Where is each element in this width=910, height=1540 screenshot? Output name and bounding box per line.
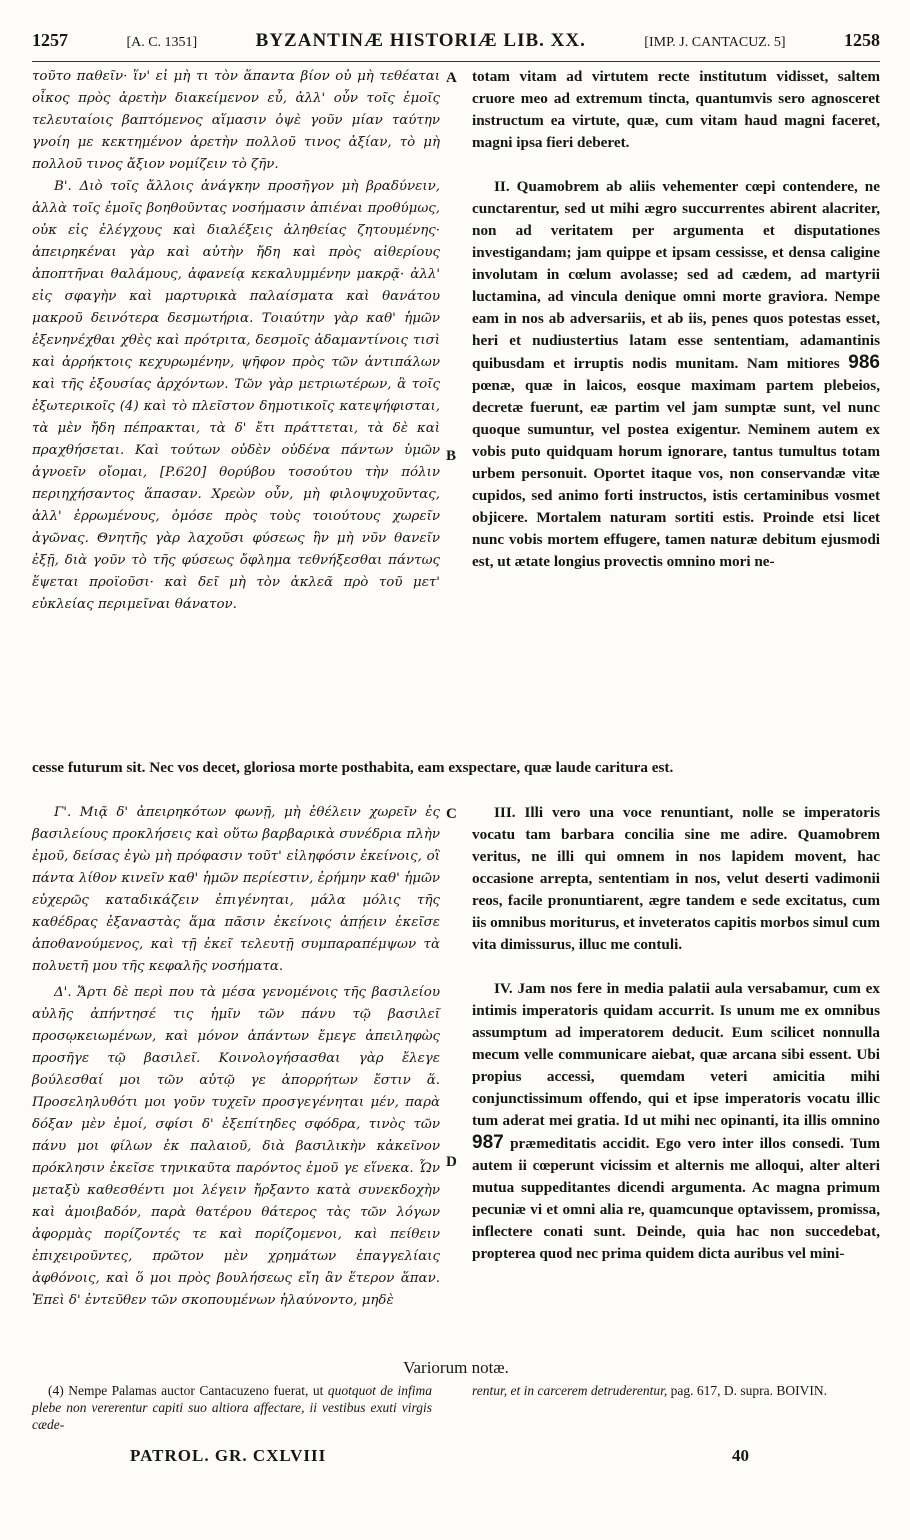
latin-column xyxy=(472,66,880,573)
page xyxy=(32,30,880,1510)
note-right-b: pag. 617, D. supra. BOIVIN. xyxy=(670,1383,827,1398)
footer-signature-number: 40 xyxy=(732,1446,749,1465)
note-left-a: (4) Nempe Palamas auctor Cantacuzeno fuerat, ut xyxy=(48,1383,324,1398)
section-marker-c: C xyxy=(446,806,457,822)
note-right-a: rentur, et in carcerem detruderentur, xyxy=(472,1383,668,1398)
greek-paragraph-4: Δ'. Ἄρτι δὲ περὶ που τὰ μέσα γενομένοις τῆς βασιλείου αὐλῆς ἀπήντησέ τις ἡμῖν τῶν πάνυ τῷ βασιλεῖ προσῳκειωμένων, καὶ μόνον ἁπάντων ἔμεγε ἀπειληφὼς προσῆγε τῷ βασιλεῖ. Κοινολογήσασθαι γὰρ ἔλεγε βούλεσθαί μοι τῶν αὐτῷ γε ἀπορρήτων ἔστιν ἅ. Προσεληλυθότι μοι γοῦν τυχεῖν προσγεγένηται μέν, παρὰ δόξαν μὲν ἐμοί, σφίσι δ' ἐξεπίτηδες σφόδρα, τινὸς τῶν πάνυ μοι φίλων ἐκ παλαιοῦ, διὰ βασιλικὴν κἀκεῖνον πρόκλησιν ἐκεῖσε τηνικαῦτα παρόντος ἐμοῦ γε εἵνεκα. Ὧν μεταξὺ καθεσθέντι μοι λέγειν ἤρξαντο κατὰ συνεκδοχὴν καὶ ἀμοιβαδόν, παρὰ θατέρου θάτερος τὰς τῶν λόγων ἀφορμὰς πορίζοντές τε καὶ πορίζομενοι, καὶ πείθειν ἐπιχειροῦντες, πρῶτον μὲν χρημάτων ἐπαγγελίαις ἀφθόνοις, καὶ ὅ μοι πρὸς βουλήσεως εἴη ἂν ἕτερον ἅπαν. Ἐπεὶ δ' ἐντεῦθεν τῶν σκοπουμένων ἠλαύνοντο, μηδὲ xyxy=(32,985,440,1308)
running-header xyxy=(32,30,880,60)
footer xyxy=(32,1446,880,1470)
header-title: BYZANTINÆ HISTORIÆ LIB. XX. xyxy=(255,30,586,51)
latin-paragraph-4-part-b: præmeditatis accidit. Ego vero inter illos consedi. Tum autem ii cœperunt vicissim et alternis me alloqui, alter alteri mutua suppeditantes dicendi argumenta. Ac magna primum pecuniæ vi et omni alia re, quamcunque optavissem, promissa, inflectere conati sunt. Deinde, quia hac non succedebat, propterea quod nec prima quidem dicta auribus vel mini- xyxy=(472,1135,880,1262)
spanning-line xyxy=(32,758,880,778)
spanning-text: cesse futurum sit. Nec vos decet, gloriosa morte posthabita, eam exspectare, quæ laude caritura est. xyxy=(32,759,674,776)
greek-paragraph-2: Β'. Διὸ τοῖς ἄλλοις ἀνάγκην προσῆγον μὴ βραδύνειν, ἀλλὰ τοῖς ἐμοῖς βοηθοῦντας νοσήμασιν ἀπιέναι προθύμως, οὐκ εἰς ἐλέγχους καὶ διαλέξεις ἀληθείας ζητουμένης· ἀπειρηκέναι γὰρ καὶ αὐτὴν ἤδη καὶ πρὸς αἰθερίους ἀποπτῆναι θαλάμους, ἀφανείᾳ κεκαλυμμένην μακρᾷ· ἀλλ' εἰς σφαγὴν καὶ μαρτυρικὰ παλαίσματα καὶ θανάτου μακροῦ δεινότερα δεσμωτήρια. Τοιαύτην γὰρ καθ' ἡμῶν ἐξενηνέχθαι χθὲς καὶ πρότριτα, δεσμοῖς ἀδαμαντίνοις τισὶ καὶ ἀρρήκτοις κεχυρωμένην, ψῆφον πρὸς τῶν ἀντιπάλων καὶ τῆς ἐξουσίας ἀρχόντων. Τῶν γὰρ μετριωτέρων, ἃ τοῖς ἐξωτερικοῖς (4) καὶ τὸ πλεῖστον δημοτικοῖς κατεψήφισται, τὰ μὲν ἤδη πέπρακται, τὰ δ' ἔτι πράττεται, τὰ δὲ καὶ πραχθήσεται. Καὶ τούτων οὐδὲν οὐδένα πάντων ὑμῶν ἀγνοεῖν οἴομαι, [P.620] θορύβου τοσούτου τὴν πόλιν περιηχήσαντος ἅπασαν. Χρεὼν οὖν, μὴ φιλοψυχοῦντας, ἀλλ' ἐρρωμένους, ὁμόσε πρὸς τοὺς τοιούτους χωρεῖν ἀγῶνας. Θνητῆς γὰρ λαχοῦσι φύσεως ἣν μὴ νῦν θανεῖν ἐξῇ, διὰ γοῦν τὸ τῆς φύσεως ὄφλημα τεθνήξεσθαι πάντως ἕψεται προϊοῦσι· καὶ δεῖ μὴ τὸν ἀκλεᾶ πρὸ τοῦ μετ' εὐκλείας περιμεῖναι θάνατον. xyxy=(32,179,440,612)
note-right xyxy=(472,1382,872,1399)
column-number-987: 987 xyxy=(472,1132,504,1153)
latin-paragraph-2 xyxy=(472,176,880,573)
latin-paragraph-1: totam vitam ad virtutem recte institutum vidisset, saltem cruore meo ad extremum tincta, quantumvis sero agnosceret instructum ea virtute, quæ, cum vitam haud magni faceret, magni ipsa fieri deberet. xyxy=(472,68,880,151)
note-left-b: quotquot de infima plebe non vererentur capiti suo altiora affectare, ii vestibus exuti virgis cæde- xyxy=(32,1383,433,1432)
latin-paragraph-2-part-a: II. Quamobrem ab aliis vehementer cœpi contendere, ne cunctarentur, sed ut mihi ægro succurrentes abirent alacriter, non ad veritatem per argumenta et disputationes investigandam; jam quippe et ipsam cessisse, et densa caligine involutam in cœlum avolasse; sed ad cædem, ad martyrii luctamina, ad vincula denique omni morte graviora. Nempe eam in nos ab adversariis, et ab iis, penes quos potestas esset, heri et nudiustertius latam esse sententiam, adamantinis quibusdam et irruptis nodis munitam. Nam mitiores xyxy=(472,178,880,372)
section-marker-b: B xyxy=(446,448,457,464)
note-text-left xyxy=(32,1382,432,1433)
latin-paragraph-2-part-b: pœnæ, quæ in laicos, eosque maximam partem plebeios, decretæ fuerunt, eæ partim vel jam sumptæ sunt, vel nunc quoque sumuntur, vel postea exigentur. Neminem autem ex vobis puto quidquam horum ignorare, tantus tumultus totam urbem personuit. Oportet itaque vos, non conservandæ vitæ cupidos, sed animo forti instructos, istis certaminibus vosmet objicere. Mortalem naturam sortiti estis. Proinde etsi licet nunc vobis mortem effugere, tamen naturæ debitum ejusmodi est, ut ætate longius provectis omnino mori ne- xyxy=(472,377,880,570)
note-left xyxy=(32,1382,432,1433)
column-number-986: 986 xyxy=(848,352,880,373)
section-marker-d: D xyxy=(446,1154,457,1170)
greek-column xyxy=(32,66,440,616)
page-number-right: 1258 xyxy=(843,30,880,50)
latin-column-lower xyxy=(472,802,880,1265)
greek-paragraph-3: Γ'. Μιᾷ δ' ἀπειρηκότων φωνῇ, μὴ ἐθέλειν χωρεῖν ἐς βασιλείους προκλήσεις καὶ οὕτω βαρβαρικὰ συνέδρια πλὴν ἐμοῦ, δείσας ἐγὼ μὴ πρόφασιν τοῦτ' εἰληφόσιν ἐκείνοις, οἳ πάντα λίθον κινεῖν καθ' ἡμῶν περίεστιν, ἐρήμην καθ' ἡμῶν εὐχερῶς καταδικάζειν ἐπιγένηται, μάλα μόλις τῆς καθέδρας ἐξαναστὰς ἅμα πᾶσιν ἐκείνοις ἀπῄειν ἐκεῖσε ἀποθανούμενος, καὶ τῇ ἐκεῖ τελευτῇ συμπαραπέμψων τὰ πολυετῆ μου τῆς κεφαλῆς νοσήματα. xyxy=(32,805,440,974)
note-text-right xyxy=(472,1382,872,1399)
latin-paragraph-4-part-a: IV. Jam nos fere in media palatii aula versabamur, cum ex intimis imperatoris quidam accurrit. Is unum me ex omnibus assumptum ad imperatorem deducit. Eum scilicet nonnulla mecum velle communicare aiebat, quæ arcana sibi essent. Ubi propius accessi, quemdam veteri amicitia mihi conjunctissimum offendo, qui et ipse imperatoris vocatu illic tum aderat mei gratia. Id ut mihi nec opinanti, ita illis omnino xyxy=(472,980,880,1129)
header-emperor: [IMP. J. CANTACUZ. 5] xyxy=(644,35,786,50)
header-rule xyxy=(32,61,880,62)
greek-paragraph-1: τοῦτο παθεῖν· ἵν' εἰ μὴ τι τὸν ἅπαντα βίον οὐ μὴ τεθέαται οἶκος πρὸς ἀρετὴν διακείμενον εὖ, ἀλλ' οὖν τοῖς ἐμοῖς τελευταίοις βαπτόμενος αἵμασιν ὀψὲ γοῦν μίαν ταύτην γνοίη με κεκτημένον ἀρετὴν πολλοῦ τινος ἀξίαν, τὸ μὴ πολλοῦ τινος ἄξιον νομίζειν τὸ ζῆν. xyxy=(32,69,440,172)
latin-paragraph-3: III. Illi vero una voce renuntiant, nolle se imperatoris vocatu tam barbara concilia sine me adire. Quamobrem veritus, ne illi qui omnem in nos lapidem movent, hac occasione arrepta, sententiam in nos, velut deserti vadimonii reos, facile pronuntiarent, ægre tandem e sede excitatus, cum iis omnibus moriturus, et inveteratos capitis morbos simul cum vita dimissurus, illuc me contuli. xyxy=(472,804,880,953)
header-date: [A. C. 1351] xyxy=(126,35,198,50)
footer-patrol: PATROL. GR. CXLVIII xyxy=(130,1446,327,1465)
section-marker-a: A xyxy=(446,70,457,86)
page-number-left: 1257 xyxy=(32,30,68,50)
greek-column-lower xyxy=(32,802,440,1312)
latin-paragraph-4 xyxy=(472,978,880,1265)
notes-title: Variorum notæ. xyxy=(403,1358,509,1377)
